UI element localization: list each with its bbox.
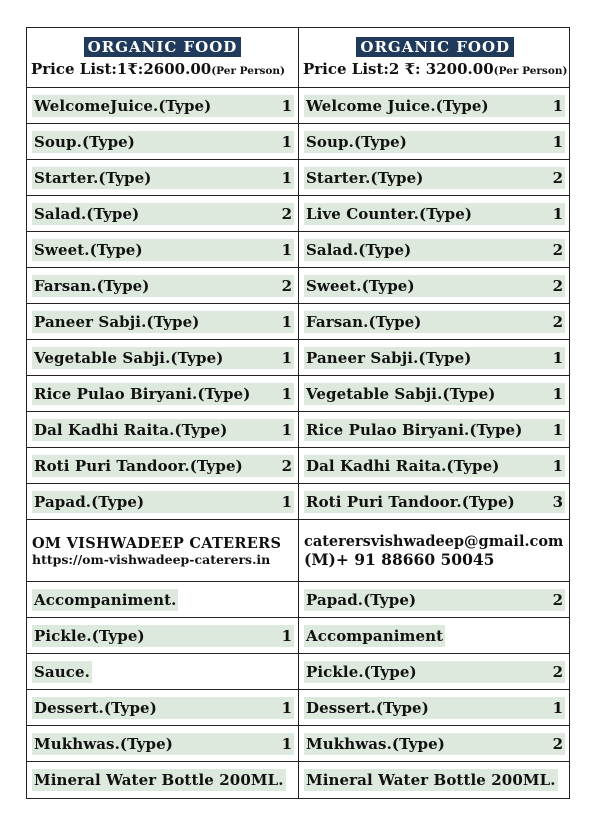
contact-email[interactable]: caterersvishwadeep@gmail.com [304,532,564,550]
table-row [27,726,569,762]
item-qty: 1 [281,492,292,511]
company-website[interactable]: https://om-vishwadeep-caterers.in [32,551,271,567]
item-qty: 1 [552,348,563,367]
menu-item [27,412,298,447]
menu-item [298,232,569,267]
company-name: OM VISHWADEEP CATERERS [32,534,282,552]
item-qty: 1 [281,240,292,259]
menu-item [298,88,569,123]
menu-item [27,340,298,375]
package-title: ORGANIC FOOD [356,37,514,57]
table-row [27,654,569,690]
item-label: Mukhwas.(Type) [306,734,445,753]
package-price: Price List:1₹:2600.00(Per Person) [31,60,285,78]
item-label: Rice Pulao Biryani.(Type) [34,384,251,403]
item-label: Vegetable Sabji.(Type) [306,384,496,403]
table-row [27,448,569,484]
menu-item [27,160,298,195]
menu-item [298,304,569,339]
table-row [27,340,569,376]
menu-item [27,88,298,123]
table-row [27,232,569,268]
menu-item [298,726,569,761]
menu-item [298,484,569,519]
item-label: Dessert.(Type) [34,698,157,717]
table-row [27,88,569,124]
item-label: Salad.(Type) [34,204,140,223]
item-label: Mineral Water Bottle 200ML. [306,771,556,789]
item-label: Sauce. [34,662,90,681]
menu-item [298,268,569,303]
table-row [27,376,569,412]
table-row [27,196,569,232]
item-label: Accompaniment [306,626,444,645]
item-label: Dessert.(Type) [306,698,429,717]
table-row [27,268,569,304]
item-label: Paneer Sabji.(Type) [34,312,200,331]
item-qty: 2 [552,168,563,187]
menu-item [27,618,298,653]
item-label: Mineral Water Bottle 200ML. [34,771,284,789]
item-label: Paneer Sabji.(Type) [306,348,472,367]
item-qty: 1 [281,348,292,367]
item-qty: 1 [552,420,563,439]
menu-item [298,124,569,159]
menu-item [27,582,298,617]
item-qty: 1 [281,96,292,115]
item-qty: 2 [552,240,563,259]
menu-item [298,762,569,798]
item-label: WelcomeJuice.(Type) [34,96,212,115]
item-label: Live Counter.(Type) [306,204,473,223]
item-qty: 2 [281,204,292,223]
item-label: Sweet.(Type) [34,240,143,259]
company-info [27,520,298,581]
menu-item [298,582,569,617]
item-label: Starter.(Type) [34,168,152,187]
menu-item [27,726,298,761]
table-row [27,690,569,726]
item-label: Vegetable Sabji.(Type) [34,348,224,367]
item-label: Dal Kadhi Raita.(Type) [34,420,228,439]
menu-item [298,412,569,447]
contact-info [298,520,569,581]
menu-item [298,690,569,725]
item-qty: 2 [281,276,292,295]
item-qty: 1 [281,698,292,717]
table-row [27,124,569,160]
item-label: Papad.(Type) [306,590,417,609]
table-row [27,412,569,448]
item-qty: 1 [281,626,292,645]
item-qty: 1 [552,384,563,403]
item-qty: 2 [552,662,563,681]
menu-item [27,762,298,798]
item-qty: 1 [281,312,292,331]
item-qty: 1 [281,734,292,753]
item-qty: 1 [552,132,563,151]
menu-item [27,232,298,267]
item-label: Pickle.(Type) [34,626,145,645]
menu-item [298,160,569,195]
item-qty: 1 [552,456,563,475]
item-label: Farsan.(Type) [306,312,422,331]
contact-row [27,520,569,582]
item-label: Soup.(Type) [306,132,408,151]
menu-item [27,124,298,159]
menu-item [298,376,569,411]
package-2-header [298,28,571,87]
menu-item [27,484,298,519]
package-1-header [27,28,298,87]
item-qty: 1 [281,168,292,187]
item-qty: 1 [552,96,563,115]
item-qty: 2 [552,590,563,609]
item-label: Soup.(Type) [34,132,136,151]
item-label: Mukhwas.(Type) [34,734,173,753]
item-qty: 2 [552,276,563,295]
table-row [27,582,569,618]
item-label: Salad.(Type) [306,240,412,259]
menu-item [27,376,298,411]
menu-item [298,448,569,483]
item-qty: 2 [281,456,292,475]
menu-item [298,654,569,689]
item-qty: 1 [281,384,292,403]
menu-item [27,654,298,689]
menu-item [27,304,298,339]
item-label: Accompaniment. [34,590,177,609]
item-qty: 2 [552,734,563,753]
item-label: Sweet.(Type) [306,276,415,295]
contact-phone: (M)+ 91 88660 50045 [304,549,495,569]
menu-item [298,196,569,231]
item-label: Pickle.(Type) [306,662,417,681]
item-label: Dal Kadhi Raita.(Type) [306,456,500,475]
menu-item [27,196,298,231]
package-price: Price List:2 ₹: 3200.00(Per Person) [303,60,568,78]
item-qty: 2 [552,312,563,331]
item-qty: 1 [281,132,292,151]
menu-item [27,448,298,483]
item-qty: 1 [552,698,563,717]
table-row [27,618,569,654]
package-title: ORGANIC FOOD [84,37,242,57]
item-qty: 1 [552,204,563,223]
menu-item [27,268,298,303]
item-qty: 3 [552,492,563,511]
menu-price-table [26,27,570,799]
menu-item [27,690,298,725]
item-label: Welcome Juice.(Type) [306,96,489,115]
table-row [27,304,569,340]
item-label: Farsan.(Type) [34,276,150,295]
item-label: Starter.(Type) [306,168,424,187]
item-qty: 1 [281,420,292,439]
table-row [27,160,569,196]
menu-item [298,340,569,375]
table-row [27,762,569,798]
item-label: Rice Pulao Biryani.(Type) [306,420,523,439]
table-row [27,484,569,520]
item-label: Roti Puri Tandoor.(Type) [306,492,515,511]
item-label: Roti Puri Tandoor.(Type) [34,456,243,475]
item-label: Papad.(Type) [34,492,145,511]
menu-item [298,618,569,653]
header-row [27,28,569,88]
